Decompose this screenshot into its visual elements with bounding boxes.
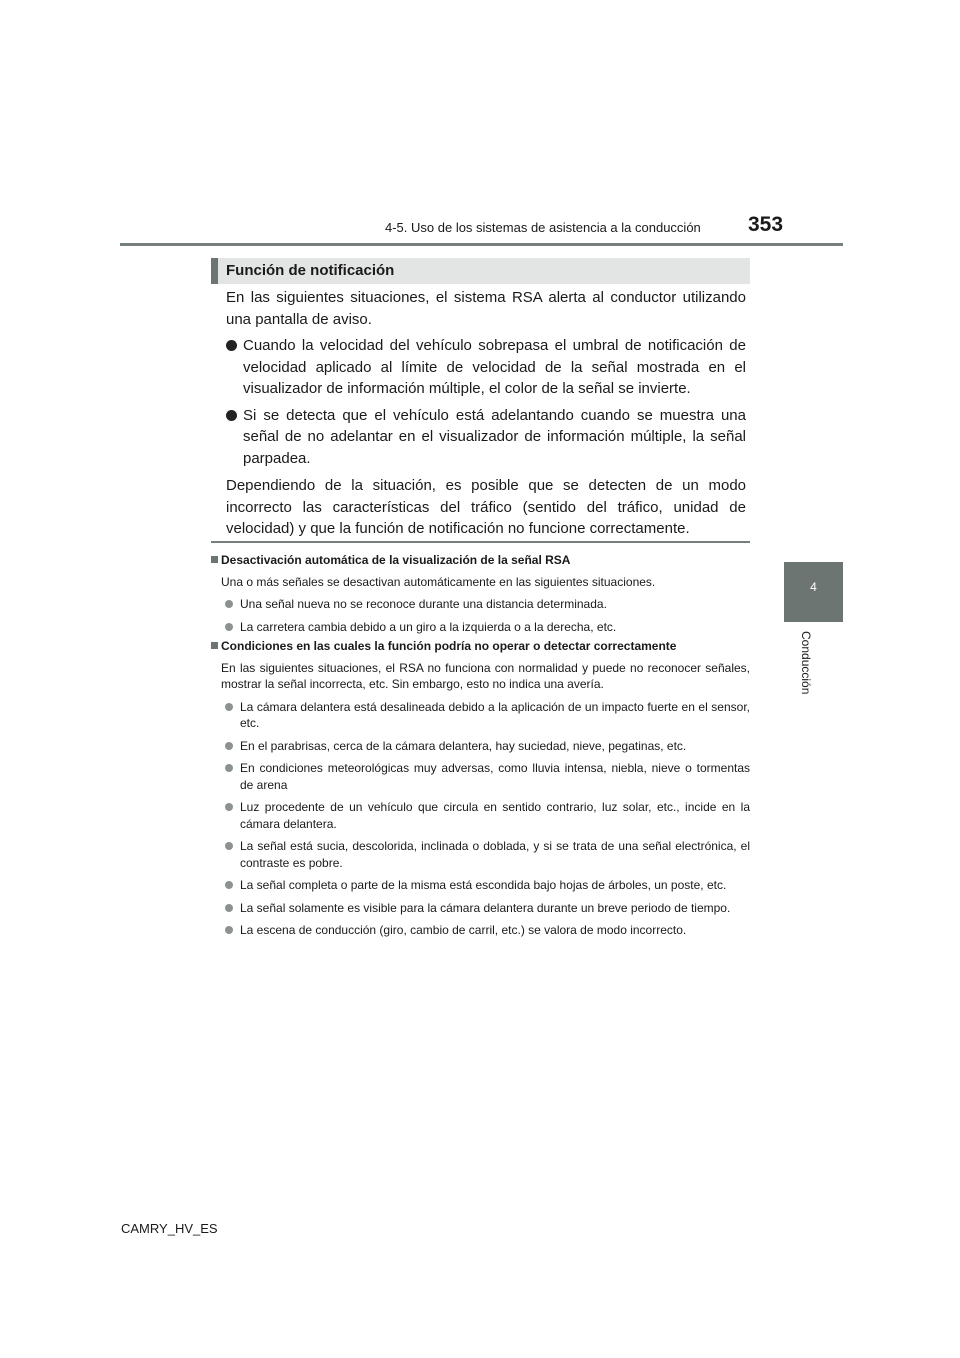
note-heading (211, 552, 750, 569)
note-item (211, 760, 750, 793)
note-item-text: La escena de conducción (giro, cambio de carril, etc.) se valora de modo incorrecto. (240, 923, 687, 937)
section-bullet (226, 405, 746, 470)
section-header (211, 258, 750, 284)
note-item (211, 596, 750, 613)
note-item (211, 877, 750, 894)
note-heading (211, 638, 750, 655)
bullet-icon (225, 742, 233, 750)
note-item (211, 699, 750, 732)
chapter-label: Conducción (799, 631, 813, 695)
note-item (211, 838, 750, 871)
bullet-icon (225, 764, 233, 772)
note-item-text: La señal está sucia, descolorida, inclinada o doblada, y si se trata de una señal electrónica, el contraste es pobre. (240, 839, 750, 870)
note-item (211, 922, 750, 939)
bullet-text: Si se detecta que el vehículo está adelantando cuando se muestra una señal de no adelantar en el visualizador de información múltiple, la señal parpadea. (243, 406, 746, 467)
chapter-tab (784, 562, 843, 622)
square-bullet-icon (211, 642, 218, 649)
note-item-text: La señal completa o parte de la misma está escondida bajo hojas de árboles, un poste, etc. (240, 878, 727, 892)
note-item-text: La carretera cambia debido a un giro a la izquierda o a la derecha, etc. (240, 619, 617, 634)
page-number: 353 (748, 213, 784, 236)
header-rule (120, 243, 843, 246)
section-bullet (226, 335, 746, 400)
bullet-icon (225, 904, 233, 912)
note-item-text: La señal solamente es visible para la cámara delantera durante un breve periodo de tiempo. (240, 900, 731, 915)
section-body (226, 287, 746, 540)
note-item (211, 619, 750, 636)
bullet-icon (225, 842, 233, 850)
section-title: Función de notificación (226, 262, 395, 279)
note-item-text: Luz procedente de un vehículo que circula en sentido contrario, luz solar, etc., incide en la cámara delantera. (240, 800, 750, 831)
chapter-number: 4 (810, 580, 817, 594)
footer-code: CAMRY_HV_ES (121, 1221, 218, 1236)
note-item-text: Una señal nueva no se reconoce durante una distancia determinada. (240, 597, 607, 611)
section-divider (211, 541, 750, 543)
section-intro: En las siguientes situaciones, el sistema RSA alerta al conductor utilizando una pantalla de aviso. (226, 289, 746, 328)
note-heading-text: Condiciones en las cuales la función podría no operar o detectar correctamente (221, 639, 677, 653)
bullet-icon (226, 410, 237, 421)
bullet-icon (225, 926, 233, 934)
bullet-icon (225, 623, 233, 631)
bullet-icon (225, 803, 233, 811)
note-item-text: En condiciones meteorológicas muy adversas, como lluvia intensa, niebla, nieve o tormentas de arena (240, 761, 750, 792)
section-closing: Dependiendo de la situación, es posible que se detecten de un modo incorrecto las características del tráfico (sentido del tráfico, unidad de velocidad) y que la función de notificación no funcione correctamente. (226, 477, 746, 537)
square-bullet-icon (211, 556, 218, 563)
bullet-icon (226, 340, 237, 351)
note-item-text: En el parabrisas, cerca de la cámara delantera, hay suciedad, nieve, pegatinas, etc. (240, 738, 687, 753)
note-item (211, 738, 750, 755)
running-header: 4-5. Uso de los sistemas de asistencia a la conducción (385, 220, 701, 235)
note-item (211, 900, 750, 917)
note-item (211, 799, 750, 832)
notes-block (211, 549, 750, 939)
note-intro: Una o más señales se desactivan automáticamente en las siguientes situaciones. (221, 574, 656, 589)
bullet-icon (225, 600, 233, 608)
note-heading-text: Desactivación automática de la visualización de la señal RSA (221, 553, 571, 567)
bullet-icon (225, 881, 233, 889)
bullet-icon (225, 703, 233, 711)
note-intro: En las siguientes situaciones, el RSA no funciona con normalidad y puede no reconocer señales, mostrar la señal incorrecta, etc. Sin embargo, esto no indica una avería. (221, 660, 750, 691)
section-marker (211, 258, 218, 284)
bullet-text: Cuando la velocidad del vehículo sobrepasa el umbral de notificación de velocidad aplicado al límite de velocidad de la señal mostrada en el visualizador de información múltiple, el color de la señal se invierte. (243, 337, 746, 397)
note-item-text: La cámara delantera está desalineada debido a la aplicación de un impacto fuerte en el sensor, etc. (240, 699, 750, 730)
